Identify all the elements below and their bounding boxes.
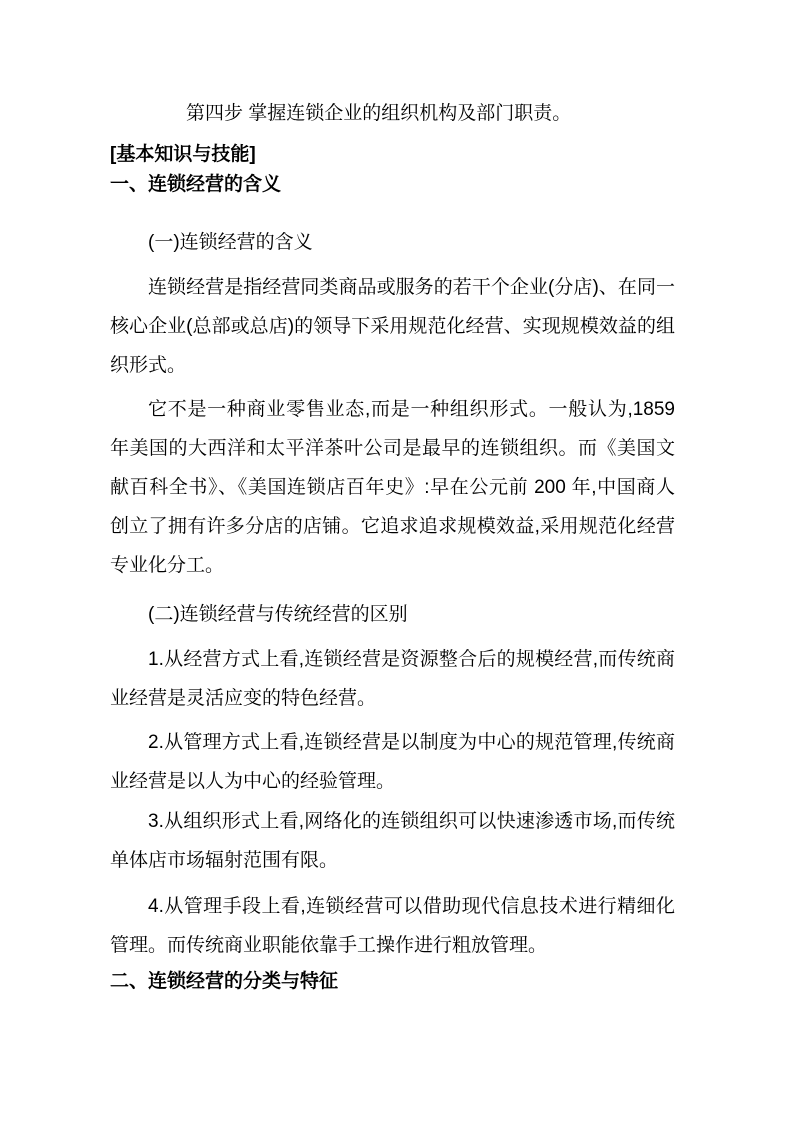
doc-step-title: 第四步 掌握连锁企业的组织机构及部门职责。 xyxy=(186,103,572,124)
subheading-one-1: (一)连锁经营的含义 xyxy=(148,232,313,253)
paragraph-point-2: 2.从管理方式上看,连锁经营是以制度为中心的规范管理,传统商业经营是以人为中心的经验管理。 xyxy=(110,732,675,792)
heading-section-two: 二、连锁经营的分类与特征 xyxy=(110,971,339,992)
paragraph-point-4: 4.从管理手段上看,连锁经营可以借助现代信息技术进行精细化管理。而传统商业职能依靠手工操作进行粗放管理。 xyxy=(110,896,675,956)
subheading-one-2: (二)连锁经营与传统经营的区别 xyxy=(148,604,408,625)
bracket-section-heading: [基本知识与技能] xyxy=(110,144,256,165)
paragraph-point-3: 3.从组织形式上看,网络化的连锁组织可以快速渗透市场,而传统单体店市场辐射范围有限。 xyxy=(110,811,675,871)
heading-section-one: 一、连锁经营的含义 xyxy=(110,174,282,195)
paragraph-point-1: 1.从经营方式上看,连锁经营是资源整合后的规模经营,而传统商业经营是灵活应变的特色经营。 xyxy=(110,649,675,709)
paragraph-history: 它不是一种商业零售业态,而是一种组织形式。一般认为,1859 年美国的大西洋和太平洋茶叶公司是最早的连锁组织。而《美国文献百科全书》、《美国连锁店百年史》:早在公元前 200 年,中国商人创立了拥有许多分店的店铺。它追求追求规模效益,采用规范化经营专业化分工。 xyxy=(110,399,675,576)
paragraph-definition: 连锁经营是指经营同类商品或服务的若干个企业(分店)、在同一核心企业(总部或总店)的领导下采用规范化经营、实现规模效益的组织形式。 xyxy=(110,277,675,376)
